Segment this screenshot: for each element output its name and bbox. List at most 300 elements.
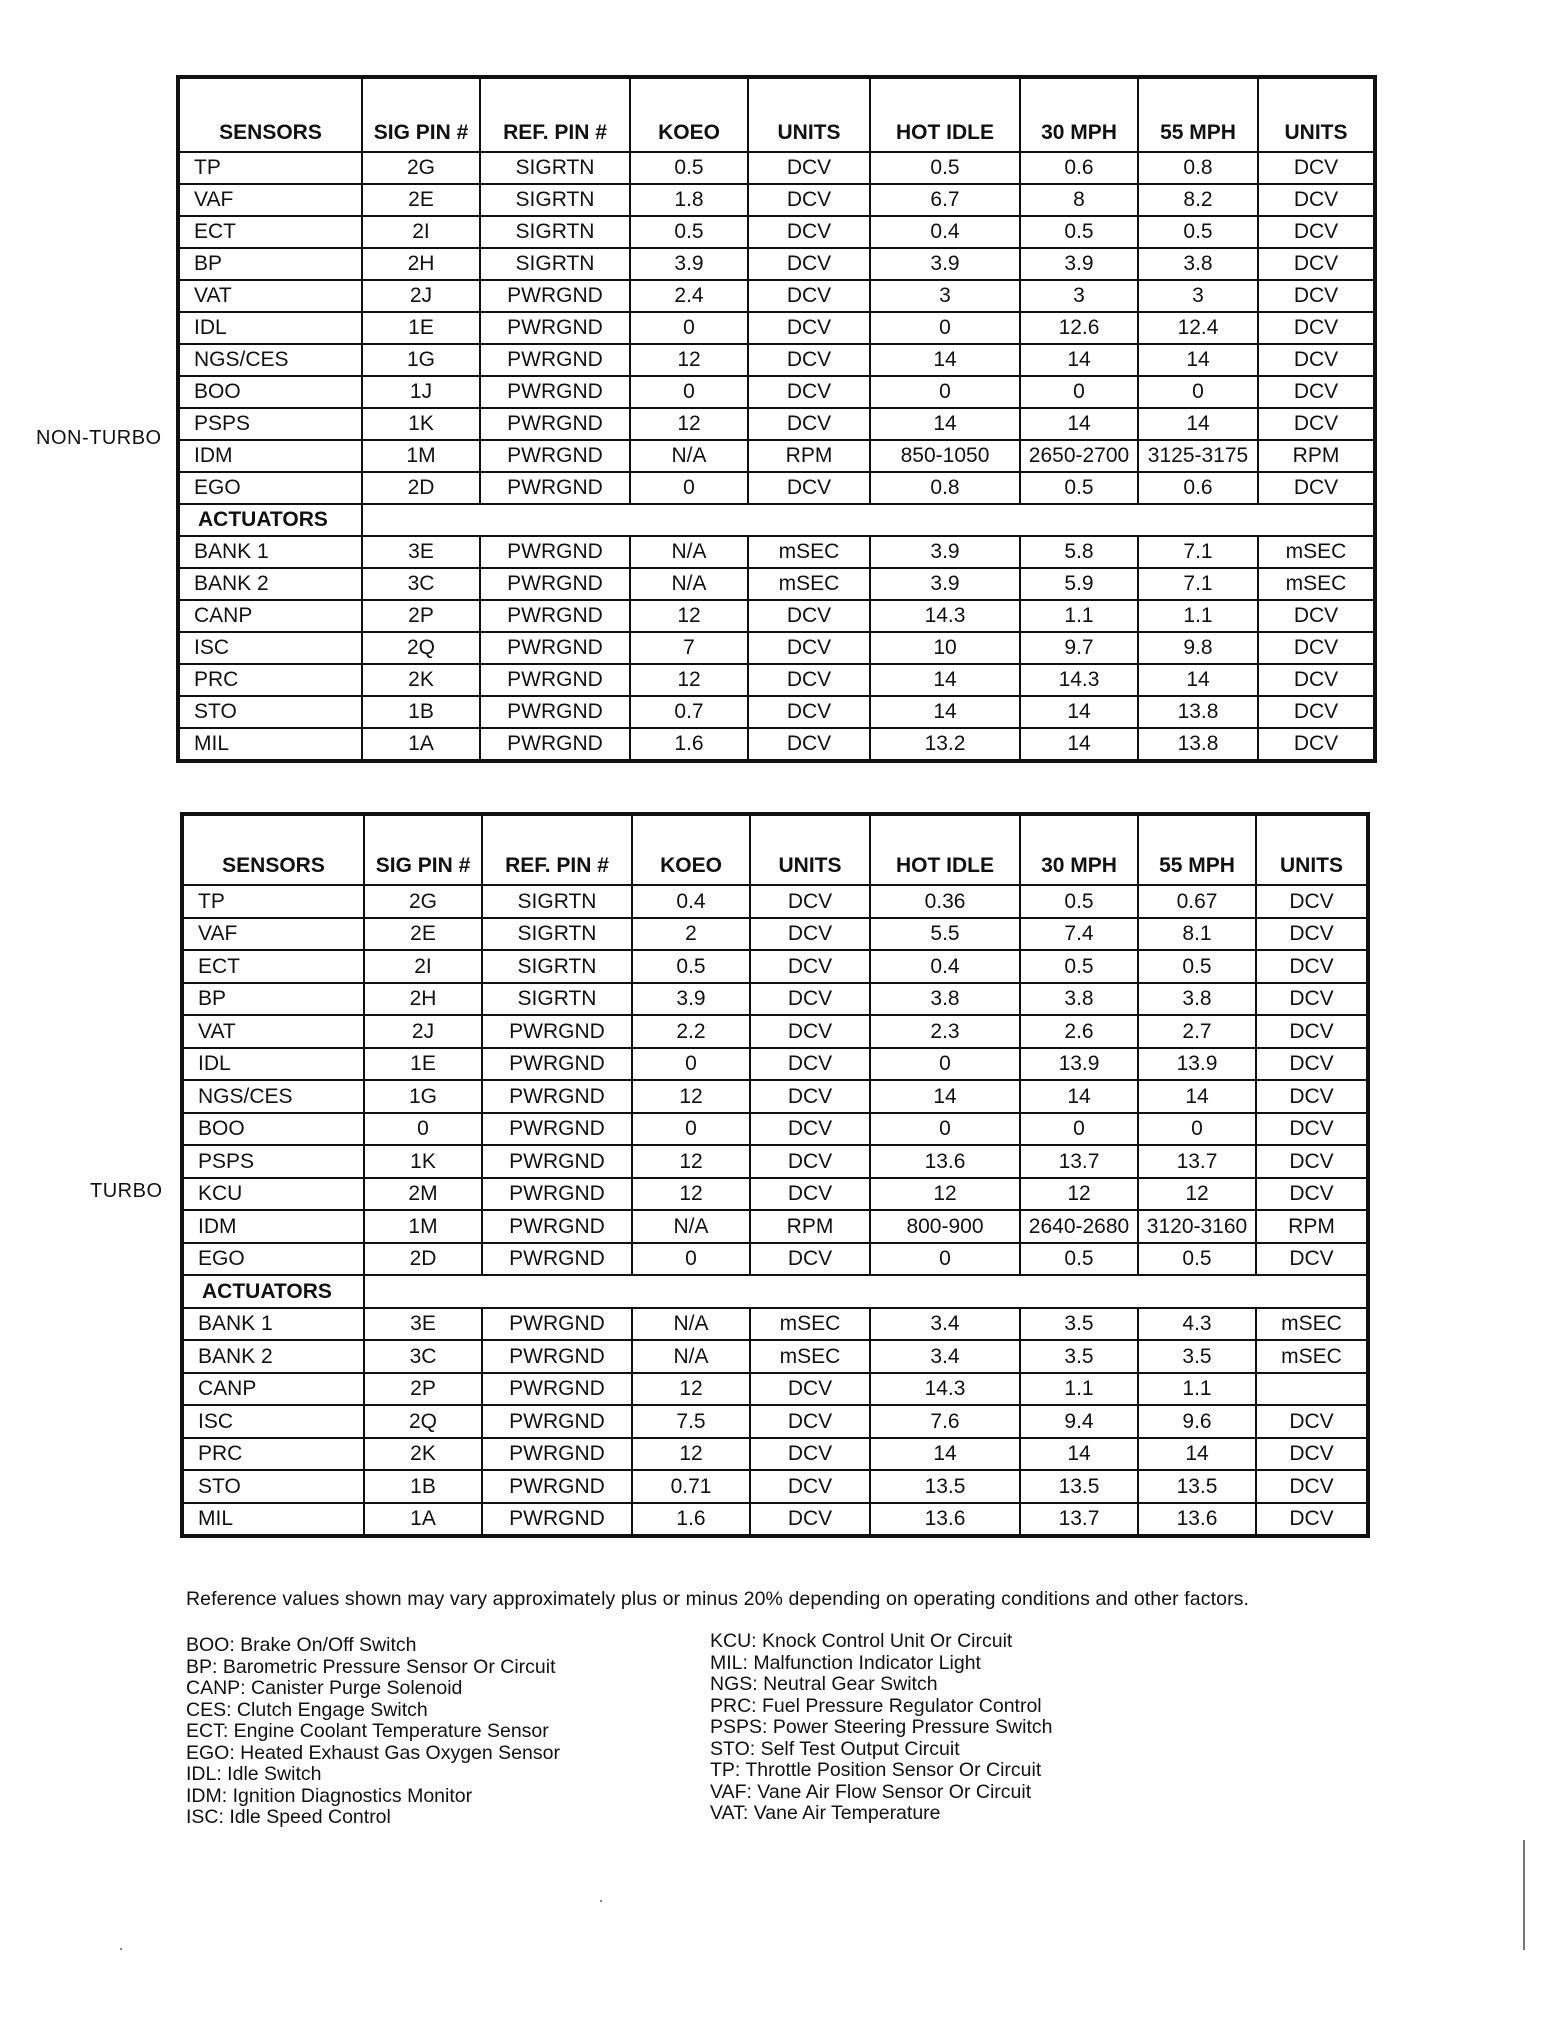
table-row xyxy=(178,536,1375,568)
row-name-cell: NGS/CES xyxy=(182,1080,364,1113)
glossary-entry: BOO: Brake On/Off Switch xyxy=(186,1634,417,1656)
value-cell: 0 xyxy=(1138,1113,1256,1146)
value-cell: PWRGND xyxy=(480,376,630,408)
value-cell: 2G xyxy=(364,885,482,918)
value-cell: DCV xyxy=(750,1015,870,1048)
glossary-entry: EGO: Heated Exhaust Gas Oxygen Sensor xyxy=(186,1741,560,1764)
value-cell: 14.3 xyxy=(870,1373,1020,1406)
value-cell: 2.6 xyxy=(1020,1015,1138,1048)
row-name-cell: BANK 2 xyxy=(182,1340,364,1373)
actuators-heading: ACTUATORS xyxy=(182,1275,364,1308)
row-name-cell: IDM xyxy=(178,440,362,472)
turbo-label: TURBO xyxy=(90,1180,163,1202)
value-cell: PWRGND xyxy=(480,728,630,761)
turbo-header xyxy=(182,814,1368,885)
value-cell: 13.5 xyxy=(1020,1470,1138,1503)
column-header: SENSORS xyxy=(182,814,364,885)
value-cell: 13.7 xyxy=(1020,1503,1138,1537)
value-cell: 14 xyxy=(870,408,1020,440)
value-cell: 2H xyxy=(364,983,482,1016)
value-cell: 9.6 xyxy=(1138,1405,1256,1438)
row-name-cell: VAT xyxy=(178,280,362,312)
table-row xyxy=(178,184,1375,216)
value-cell: 6.7 xyxy=(870,184,1020,216)
table-row xyxy=(182,1113,1368,1146)
value-cell: 3.9 xyxy=(630,248,748,280)
table-row xyxy=(182,983,1368,1016)
value-cell: 12 xyxy=(630,600,748,632)
value-cell: 3.8 xyxy=(1138,983,1256,1016)
value-cell: 2D xyxy=(362,472,480,504)
value-cell: 9.8 xyxy=(1138,632,1258,664)
value-cell: 3.9 xyxy=(632,983,750,1016)
value-cell: PWRGND xyxy=(480,696,630,728)
value-cell: PWRGND xyxy=(482,1438,632,1471)
value-cell: 8.1 xyxy=(1138,918,1256,951)
value-cell: DCV xyxy=(1258,472,1375,504)
value-cell: DCV xyxy=(750,885,870,918)
value-cell: SIGRTN xyxy=(482,950,632,983)
column-header: UNITS xyxy=(748,77,870,152)
value-cell: SIGRTN xyxy=(482,983,632,1016)
value-cell: 0 xyxy=(632,1113,750,1146)
row-name-cell: CANP xyxy=(178,600,362,632)
value-cell: 1G xyxy=(364,1080,482,1113)
value-cell: 14 xyxy=(1138,1438,1256,1471)
scan-dot xyxy=(600,1900,602,1902)
value-cell: 2J xyxy=(364,1015,482,1048)
header-row xyxy=(178,77,1375,152)
row-name-cell: ECT xyxy=(178,216,362,248)
value-cell: 2H xyxy=(362,248,480,280)
value-cell: DCV xyxy=(1258,216,1375,248)
value-cell: PWRGND xyxy=(482,1405,632,1438)
value-cell: 0.5 xyxy=(630,216,748,248)
value-cell: 12 xyxy=(870,1178,1020,1211)
value-cell: 2.2 xyxy=(632,1015,750,1048)
value-cell: 1.1 xyxy=(1020,1373,1138,1406)
row-name-cell: MIL xyxy=(178,728,362,761)
value-cell: 12 xyxy=(630,664,748,696)
value-cell: DCV xyxy=(750,918,870,951)
value-cell: 2E xyxy=(364,918,482,951)
table-row xyxy=(178,312,1375,344)
value-cell: 1.1 xyxy=(1020,600,1138,632)
value-cell: 13.8 xyxy=(1138,696,1258,728)
value-cell: 1.1 xyxy=(1138,600,1258,632)
row-name-cell: ISC xyxy=(182,1405,364,1438)
table-row xyxy=(182,1243,1368,1276)
value-cell: PWRGND xyxy=(480,536,630,568)
value-cell: 12.4 xyxy=(1138,312,1258,344)
value-cell: DCV xyxy=(1256,1405,1368,1438)
column-header: 30 MPH xyxy=(1020,814,1138,885)
value-cell: 1A xyxy=(364,1503,482,1537)
table-row xyxy=(178,696,1375,728)
value-cell: 14 xyxy=(870,344,1020,376)
column-header: UNITS xyxy=(750,814,870,885)
value-cell: DCV xyxy=(748,376,870,408)
value-cell: 0.4 xyxy=(632,885,750,918)
value-cell: DCV xyxy=(748,152,870,184)
table-row xyxy=(182,1080,1368,1113)
glossary-entry: STO: Self Test Output Circuit xyxy=(710,1737,960,1760)
value-cell: 0.5 xyxy=(632,950,750,983)
value-cell: DCV xyxy=(748,632,870,664)
value-cell: PWRGND xyxy=(482,1178,632,1211)
value-cell: SIGRTN xyxy=(482,885,632,918)
value-cell: 13.7 xyxy=(1020,1145,1138,1178)
row-name-cell: TP xyxy=(182,885,364,918)
value-cell: DCV xyxy=(1256,983,1368,1016)
value-cell: 3.5 xyxy=(1020,1308,1138,1341)
value-cell: 3C xyxy=(362,568,480,600)
value-cell: DCV xyxy=(1258,632,1375,664)
value-cell: 3125-3175 xyxy=(1138,440,1258,472)
value-cell: 4.3 xyxy=(1138,1308,1256,1341)
value-cell: 0.71 xyxy=(632,1470,750,1503)
value-cell: DCV xyxy=(1258,312,1375,344)
value-cell: 2J xyxy=(362,280,480,312)
value-cell: mSEC xyxy=(750,1308,870,1341)
value-cell: 0 xyxy=(630,376,748,408)
value-cell: PWRGND xyxy=(482,1340,632,1373)
value-cell: 0 xyxy=(632,1243,750,1276)
value-cell: 1.1 xyxy=(1138,1373,1256,1406)
table-row xyxy=(182,1405,1368,1438)
table-row xyxy=(178,472,1375,504)
glossary-entry: PRC: Fuel Pressure Regulator Control xyxy=(710,1694,1042,1717)
value-cell: 10 xyxy=(870,632,1020,664)
value-cell: 13.7 xyxy=(1138,1145,1256,1178)
value-cell: DCV xyxy=(750,1405,870,1438)
actuators-section-row xyxy=(178,504,1375,536)
value-cell: 12 xyxy=(632,1145,750,1178)
value-cell: DCV xyxy=(1258,728,1375,761)
value-cell: SIGRTN xyxy=(480,248,630,280)
value-cell: DCV xyxy=(748,248,870,280)
value-cell xyxy=(1256,1373,1368,1406)
value-cell: DCV xyxy=(750,1080,870,1113)
glossary-left xyxy=(186,1635,560,1829)
glossary-entry: PSPS: Power Steering Pressure Switch xyxy=(710,1716,1053,1738)
value-cell: DCV xyxy=(750,1503,870,1537)
table-row xyxy=(178,728,1375,761)
glossary-entry: ISC: Idle Speed Control xyxy=(186,1806,391,1828)
value-cell: DCV xyxy=(748,472,870,504)
value-cell: 14 xyxy=(870,664,1020,696)
value-cell: DCV xyxy=(750,983,870,1016)
value-cell: DCV xyxy=(1258,696,1375,728)
row-name-cell: STO xyxy=(182,1470,364,1503)
value-cell: DCV xyxy=(1256,1178,1368,1211)
value-cell: DCV xyxy=(748,600,870,632)
row-name-cell: IDL xyxy=(182,1048,364,1081)
value-cell: N/A xyxy=(632,1308,750,1341)
value-cell: 12 xyxy=(630,344,748,376)
value-cell: 12 xyxy=(632,1438,750,1471)
value-cell: 0 xyxy=(870,1113,1020,1146)
value-cell: DCV xyxy=(1256,1145,1368,1178)
value-cell: DCV xyxy=(1258,152,1375,184)
row-name-cell: PSPS xyxy=(178,408,362,440)
value-cell: mSEC xyxy=(748,568,870,600)
value-cell: 12.6 xyxy=(1020,312,1138,344)
value-cell: 0 xyxy=(1138,376,1258,408)
value-cell: PWRGND xyxy=(482,1503,632,1537)
glossary-entry: CANP: Canister Purge Solenoid xyxy=(186,1677,463,1699)
value-cell: DCV xyxy=(1256,1048,1368,1081)
value-cell: 2E xyxy=(362,184,480,216)
value-cell: 0.5 xyxy=(1020,950,1138,983)
column-header: KOEO xyxy=(632,814,750,885)
value-cell: 12 xyxy=(632,1178,750,1211)
turbo-body xyxy=(182,885,1368,1536)
row-name-cell: VAT xyxy=(182,1015,364,1048)
value-cell: 8 xyxy=(1020,184,1138,216)
row-name-cell: PRC xyxy=(182,1438,364,1471)
value-cell: 3.9 xyxy=(870,568,1020,600)
non-turbo-body xyxy=(178,152,1375,761)
column-header: SENSORS xyxy=(178,77,362,152)
value-cell: mSEC xyxy=(750,1340,870,1373)
value-cell: 0.4 xyxy=(870,950,1020,983)
value-cell: 14 xyxy=(870,1438,1020,1471)
value-cell: 14 xyxy=(1138,344,1258,376)
row-name-cell: STO xyxy=(178,696,362,728)
value-cell: 13.5 xyxy=(870,1470,1020,1503)
glossary-entry: KCU: Knock Control Unit Or Circuit xyxy=(710,1630,1013,1652)
column-header: UNITS xyxy=(1256,814,1368,885)
value-cell: DCV xyxy=(748,344,870,376)
table-row xyxy=(182,1015,1368,1048)
value-cell: 0 xyxy=(632,1048,750,1081)
value-cell: 2I xyxy=(364,950,482,983)
value-cell: 3120-3160 xyxy=(1138,1210,1256,1243)
value-cell: RPM xyxy=(1256,1210,1368,1243)
value-cell: PWRGND xyxy=(482,1373,632,1406)
value-cell: 1K xyxy=(362,408,480,440)
row-name-cell: BOO xyxy=(182,1113,364,1146)
column-header: HOT IDLE xyxy=(870,814,1020,885)
value-cell: 9.7 xyxy=(1020,632,1138,664)
row-name-cell: VAF xyxy=(182,918,364,951)
value-cell: DCV xyxy=(1256,918,1368,951)
value-cell: 3.5 xyxy=(1020,1340,1138,1373)
value-cell: DCV xyxy=(748,280,870,312)
row-name-cell: CANP xyxy=(182,1373,364,1406)
value-cell: 0.5 xyxy=(870,152,1020,184)
value-cell: 12 xyxy=(632,1080,750,1113)
value-cell: 14 xyxy=(1020,728,1138,761)
glossary-entry: ECT: Engine Coolant Temperature Sensor xyxy=(186,1720,549,1742)
value-cell: 1M xyxy=(364,1210,482,1243)
row-name-cell: BANK 1 xyxy=(182,1308,364,1341)
value-cell: 3.4 xyxy=(870,1340,1020,1373)
row-name-cell: MIL xyxy=(182,1503,364,1537)
value-cell: 7.6 xyxy=(870,1405,1020,1438)
actuators-heading: ACTUATORS xyxy=(178,504,362,536)
value-cell: DCV xyxy=(748,184,870,216)
value-cell: 7.1 xyxy=(1138,536,1258,568)
glossary-entry: VAF: Vane Air Flow Sensor Or Circuit xyxy=(710,1780,1032,1803)
table-row xyxy=(182,885,1368,918)
value-cell: 7 xyxy=(630,632,748,664)
value-cell: 850-1050 xyxy=(870,440,1020,472)
value-cell: 3C xyxy=(364,1340,482,1373)
value-cell: 3.9 xyxy=(870,248,1020,280)
table-row xyxy=(178,568,1375,600)
value-cell: 3.8 xyxy=(1138,248,1258,280)
value-cell: 14.3 xyxy=(1020,664,1138,696)
value-cell: 0.5 xyxy=(1020,472,1138,504)
value-cell: DCV xyxy=(1256,885,1368,918)
value-cell: 2.3 xyxy=(870,1015,1020,1048)
value-cell: 0 xyxy=(1020,1113,1138,1146)
value-cell: 1B xyxy=(362,696,480,728)
table-row xyxy=(182,1308,1368,1341)
non-turbo-table xyxy=(176,75,1377,763)
section-blank xyxy=(364,1275,1368,1308)
value-cell: 2.7 xyxy=(1138,1015,1256,1048)
value-cell: 1E xyxy=(364,1048,482,1081)
value-cell: 0 xyxy=(870,376,1020,408)
column-header: SIG PIN # xyxy=(362,77,480,152)
value-cell: 2640-2680 xyxy=(1020,1210,1138,1243)
value-cell: DCV xyxy=(1258,408,1375,440)
row-name-cell: IDL xyxy=(178,312,362,344)
table-row xyxy=(178,280,1375,312)
value-cell: 3E xyxy=(364,1308,482,1341)
value-cell: 800-900 xyxy=(870,1210,1020,1243)
value-cell: 2D xyxy=(364,1243,482,1276)
value-cell: 7.1 xyxy=(1138,568,1258,600)
value-cell: PWRGND xyxy=(482,1308,632,1341)
header-row xyxy=(182,814,1368,885)
value-cell: 0 xyxy=(630,472,748,504)
value-cell: PWRGND xyxy=(480,280,630,312)
glossary-entry: MIL: Malfunction Indicator Light xyxy=(710,1651,981,1674)
value-cell: 12 xyxy=(1138,1178,1256,1211)
value-cell: DCV xyxy=(750,1470,870,1503)
row-name-cell: BP xyxy=(178,248,362,280)
table-row xyxy=(182,1048,1368,1081)
value-cell: DCV xyxy=(1256,1503,1368,1537)
table-row xyxy=(182,1503,1368,1537)
value-cell: 0.7 xyxy=(630,696,748,728)
value-cell: DCV xyxy=(1258,248,1375,280)
value-cell: 1B xyxy=(364,1470,482,1503)
value-cell: PWRGND xyxy=(480,440,630,472)
value-cell: 7.5 xyxy=(632,1405,750,1438)
value-cell: DCV xyxy=(748,728,870,761)
value-cell: PWRGND xyxy=(482,1015,632,1048)
value-cell: 0 xyxy=(870,312,1020,344)
value-cell: DCV xyxy=(748,696,870,728)
row-name-cell: ECT xyxy=(182,950,364,983)
value-cell: 14 xyxy=(1020,696,1138,728)
value-cell: N/A xyxy=(630,536,748,568)
value-cell: PWRGND xyxy=(482,1048,632,1081)
table-row xyxy=(182,950,1368,983)
value-cell: 2P xyxy=(364,1373,482,1406)
value-cell: 1.6 xyxy=(632,1503,750,1537)
value-cell: 1.6 xyxy=(630,728,748,761)
value-cell: DCV xyxy=(750,1113,870,1146)
value-cell: mSEC xyxy=(1256,1340,1368,1373)
value-cell: 0 xyxy=(870,1243,1020,1276)
table-row xyxy=(178,440,1375,472)
value-cell: 0.8 xyxy=(1138,152,1258,184)
value-cell: 0 xyxy=(364,1113,482,1146)
value-cell: PWRGND xyxy=(480,632,630,664)
value-cell: RPM xyxy=(1258,440,1375,472)
column-header: UNITS xyxy=(1258,77,1375,152)
table-row xyxy=(178,216,1375,248)
value-cell: mSEC xyxy=(1256,1308,1368,1341)
value-cell: 1M xyxy=(362,440,480,472)
value-cell: 3 xyxy=(1138,280,1258,312)
value-cell: DCV xyxy=(1258,344,1375,376)
value-cell: 2Q xyxy=(364,1405,482,1438)
value-cell: 1K xyxy=(364,1145,482,1178)
value-cell: 2 xyxy=(632,918,750,951)
value-cell: 0.5 xyxy=(1020,216,1138,248)
value-cell: SIGRTN xyxy=(480,184,630,216)
row-name-cell: BANK 2 xyxy=(178,568,362,600)
glossary-entry: NGS: Neutral Gear Switch xyxy=(710,1673,938,1695)
value-cell: DCV xyxy=(750,1438,870,1471)
value-cell: PWRGND xyxy=(480,568,630,600)
value-cell: 0.6 xyxy=(1020,152,1138,184)
value-cell: 5.8 xyxy=(1020,536,1138,568)
reference-note: Reference values shown may vary approximately plus or minus 20% depending on operating conditions and other factors. xyxy=(186,1588,1250,1610)
value-cell: N/A xyxy=(632,1210,750,1243)
value-cell: 3.8 xyxy=(870,983,1020,1016)
table-row xyxy=(182,1438,1368,1471)
value-cell: PWRGND xyxy=(482,1243,632,1276)
value-cell: 12 xyxy=(632,1373,750,1406)
column-header: KOEO xyxy=(630,77,748,152)
value-cell: 0 xyxy=(630,312,748,344)
value-cell: 14 xyxy=(1020,344,1138,376)
table-row xyxy=(178,248,1375,280)
value-cell: 14 xyxy=(1020,408,1138,440)
value-cell: 1.8 xyxy=(630,184,748,216)
value-cell: 14 xyxy=(870,696,1020,728)
value-cell: PWRGND xyxy=(482,1080,632,1113)
row-name-cell: VAF xyxy=(178,184,362,216)
value-cell: 14 xyxy=(1138,408,1258,440)
table-row xyxy=(182,1340,1368,1373)
value-cell: SIGRTN xyxy=(480,152,630,184)
glossary-entry: VAT: Vane Air Temperature xyxy=(710,1802,941,1824)
value-cell: 13.5 xyxy=(1138,1470,1256,1503)
value-cell: PWRGND xyxy=(480,472,630,504)
value-cell: 14 xyxy=(1138,1080,1256,1113)
scan-mark xyxy=(1523,1840,1525,1950)
value-cell: PWRGND xyxy=(480,600,630,632)
glossary-entry: CES: Clutch Engage Switch xyxy=(186,1698,428,1721)
value-cell: DCV xyxy=(750,1373,870,1406)
value-cell: DCV xyxy=(1256,1470,1368,1503)
table-row xyxy=(178,344,1375,376)
value-cell: RPM xyxy=(748,440,870,472)
value-cell: DCV xyxy=(1258,184,1375,216)
value-cell: DCV xyxy=(748,664,870,696)
value-cell: RPM xyxy=(750,1210,870,1243)
value-cell: 13.6 xyxy=(1138,1503,1256,1537)
